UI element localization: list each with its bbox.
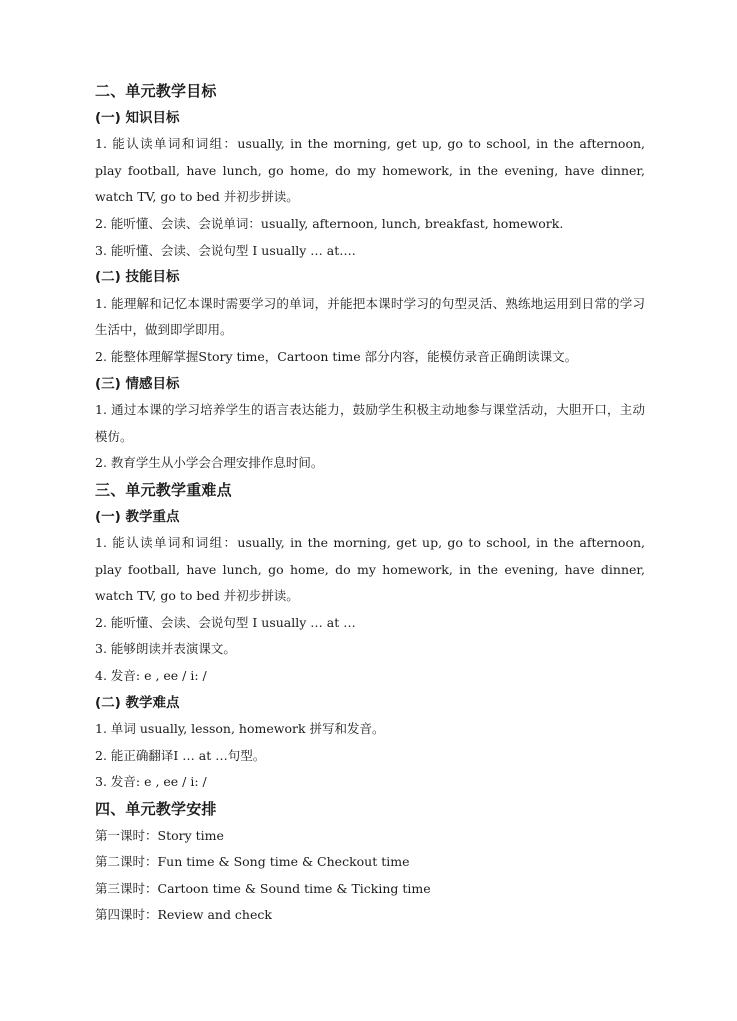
teaching-focus-item: 1. 能认读单词和词组：usually, in the morning, get up, go to school, in the afternoon, play football, have lunch, go home, do my homework, in the evening, have dinner, watch TV, go to bed 并初步拼读。 bbox=[95, 535, 645, 604]
teaching-focus-item: 2. 能听懂、会读、会说句型 I usually … at … bbox=[95, 614, 356, 630]
knowledge-goal-item: 2. 能听懂、会读、会说单词：usually, afternoon, lunch, breakfast, homework. bbox=[95, 215, 564, 231]
subsection-title-skill-goals: (二) 技能目标 bbox=[95, 269, 180, 286]
subsection-title-teaching-difficulty: (二) 教学难点 bbox=[95, 694, 180, 711]
schedule-item: 第三课时：Cartoon time & Sound time & Ticking time bbox=[95, 880, 431, 896]
teaching-difficulty-item: 1. 单词 usually, lesson, homework 拼写和发音。 bbox=[95, 721, 385, 737]
section-title-key-points: 三、单元教学重难点 bbox=[95, 480, 232, 499]
schedule-item: 第四课时：Review and check bbox=[95, 907, 272, 923]
teaching-focus-item: 4. 发音: e , ee / i: / bbox=[95, 668, 207, 684]
subsection-title-emotion-goals: (三) 情感目标 bbox=[95, 375, 180, 392]
subsection-title-teaching-focus: (一) 教学重点 bbox=[95, 508, 180, 525]
knowledge-goal-item: 1. 能认读单词和词组：usually, in the morning, get up, go to school, in the afternoon, play football, have lunch, go home, do my homework, in the evening, have dinner, watch TV, go to bed 并初步拼读。 bbox=[95, 136, 645, 205]
teaching-difficulty-item: 2. 能正确翻译I … at …句型。 bbox=[95, 747, 266, 763]
emotion-goal-item: 2. 教育学生从小学会合理安排作息时间。 bbox=[95, 455, 324, 471]
document-page bbox=[95, 78, 645, 929]
section-title-unit-schedule: 四、单元教学安排 bbox=[95, 800, 217, 819]
knowledge-goal-item: 3. 能听懂、会读、会说句型 I usually … at…. bbox=[95, 242, 356, 258]
subsection-title-knowledge-goals: (一) 知识目标 bbox=[95, 109, 180, 126]
schedule-item: 第一课时：Story time bbox=[95, 827, 224, 843]
teaching-focus-item: 3. 能够朗读并表演课文。 bbox=[95, 641, 236, 657]
emotion-goal-item: 1. 通过本课的学习培养学生的语言表达能力，鼓励学生积极主动地参与课堂活动，大胆开口，主动模仿。 bbox=[95, 402, 645, 444]
skill-goal-item: 1. 能理解和记忆本课时需要学习的单词，并能把本课时学习的句型灵活、熟练地运用到日常的学习生活中，做到即学即用。 bbox=[95, 295, 645, 338]
schedule-item: 第二课时：Fun time & Song time & Checkout time bbox=[95, 854, 410, 870]
section-title-unit-goals: 二、单元教学目标 bbox=[95, 82, 217, 100]
teaching-difficulty-item: 3. 发音: e , ee / i: / bbox=[95, 774, 207, 790]
skill-goal-item: 2. 能整体理解掌握Story time，Cartoon time 部分内容，能模仿录音正确朗读课文。 bbox=[95, 348, 578, 364]
